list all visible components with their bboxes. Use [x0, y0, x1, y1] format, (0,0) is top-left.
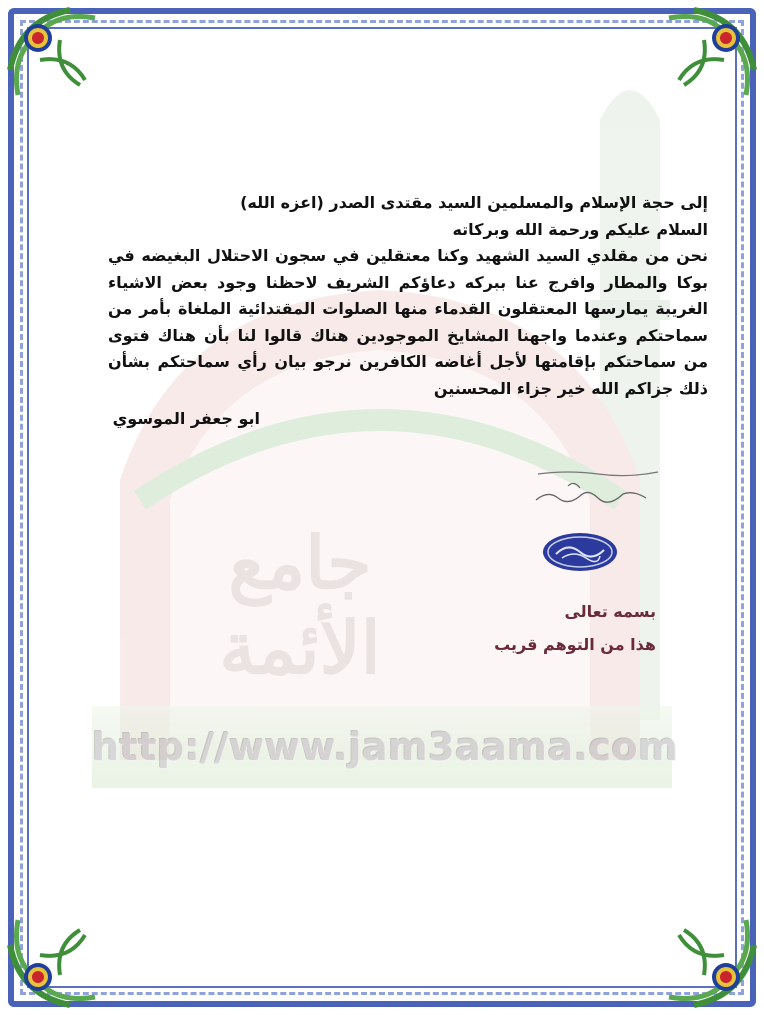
corner-ornament-top-right [644, 0, 764, 120]
website-url-text: http://www.jam3aama.com [92, 725, 679, 769]
reply-basmala: بسمه تعالى [564, 602, 656, 621]
letter-signature: ابو جعفر الموسوي [112, 409, 260, 428]
official-seal [540, 530, 620, 574]
reply-section [494, 602, 656, 654]
corner-ornament-bottom-left [0, 895, 120, 1015]
letter-greeting: السلام عليكم ورحمة الله وبركاته [452, 219, 708, 239]
logo-watermark: جامع الأئمة [219, 520, 381, 690]
handwritten-signature [528, 462, 668, 512]
letter-body: نحن من مقلدي السيد الشهيد وكنا معتقلين في سجون الاحتلال البغيضه في بوكا والمطار وافرج عنا ببركه دعاؤكم الشريف لاحظنا وجود بعض الاشياء الغريبة يمارسها المعتقلون القدماء منها الصلوات المقتدائية الملغاة بأمر من سماحتكم وعندما واجهنا المشايخ الموجودين هناك قالوا لنا بأن هناك فتوى من سماحتكم بإقامتها لأجل أغاضه الكافرين نرجو بيان رأي سماحتكم بشأن ذلك جزاكم الله خير جزاء المحسنين [108, 246, 708, 398]
letter-addressee: إلى حجة الإسلام والمسلمين السيد مقتدى الصدر (اعزه الله) [240, 193, 708, 212]
corner-ornament-top-left [0, 0, 120, 120]
letter-content [108, 190, 708, 433]
reply-answer: هذا من التوهم قريب [494, 635, 656, 654]
corner-ornament-bottom-right [644, 895, 764, 1015]
